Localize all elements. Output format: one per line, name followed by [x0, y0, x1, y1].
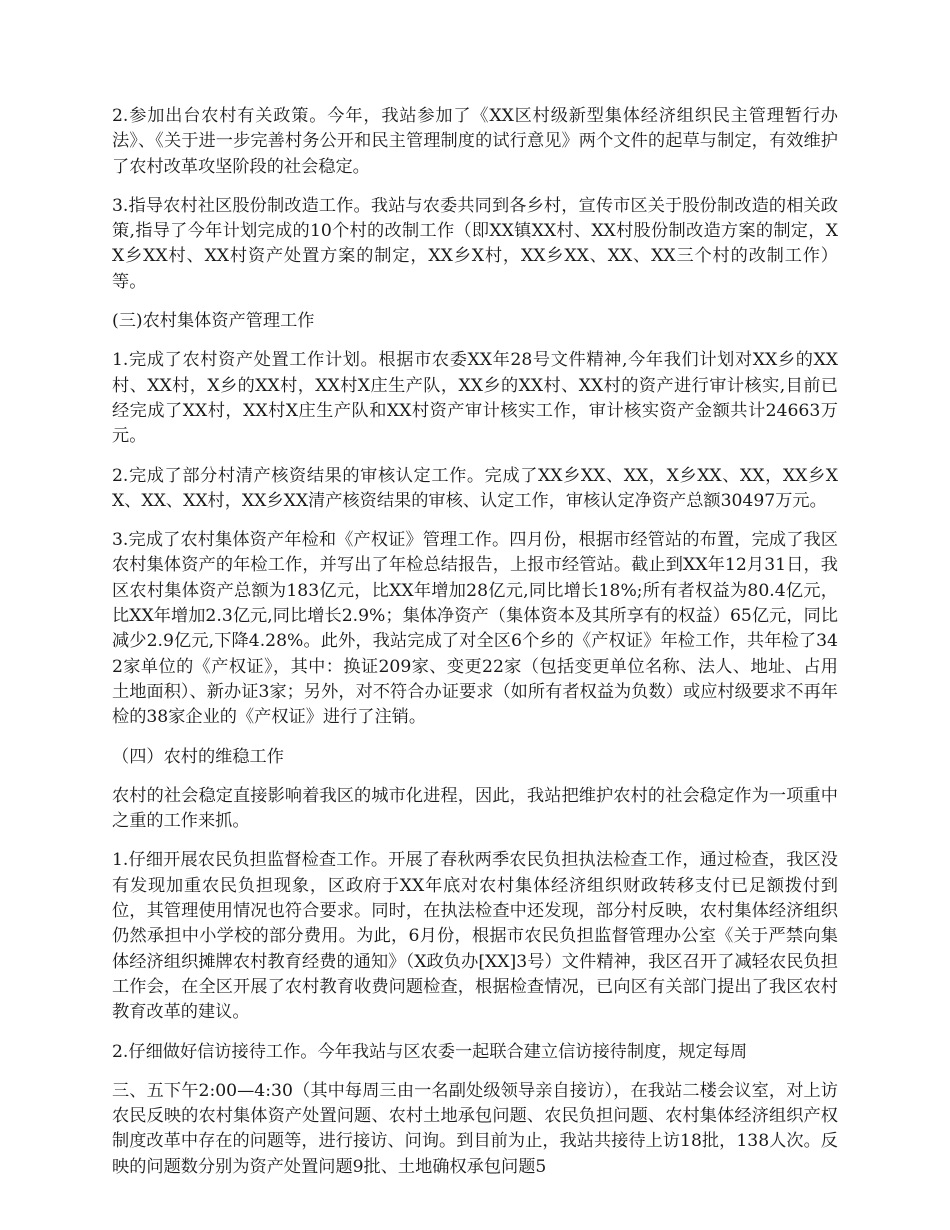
- paragraph-farmer-burden: 1.仔细开展农民负担监督检查工作。开展了春秋两季农民负担执法检查工作，通过检查，我区没有发现加重农民负担现象，区政府于XX年底对农村集体经济组织财政转移支付已足额拨付到位，其管理使用情况也符合要求。同时，在执法检查中还发现，部分村反映，农村集体经济组织仍然承担中小学校的部分费用。为此，6月份，根据市农民负担监督管理办公室《关于严禁向集体经济组织摊牌农村教育经费的通知》（X政负办[XX]3号）文件精神，我区召开了减轻农民负担工作会，在全区开展了农村教育收费问题检查，根据检查情况，已向区有关部门提出了我区农村教育改革的建议。: [112, 850, 838, 1023]
- paragraph-stability-intro: 农村的社会稳定直接影响着我区的城市化进程，因此，我站把维护农村的社会稳定作为一项重中之重的工作来抓。: [112, 785, 838, 832]
- paragraph-petition-reception: 2.仔细做好信访接待工作。今年我站与区农委一起联合建立信访接待制度，规定每周: [112, 1041, 748, 1062]
- section-heading-collective-assets: (三)农村集体资产管理工作: [112, 311, 315, 332]
- paragraph-annual-inspection: 3.完成了农村集体资产年检和《产权证》管理工作。四月份，根据市经管站的布置，完成了我区农村集体资产的年检工作，并写出了年检总结报告，上报市经管站。截止到XX年12月31日，我区农村集体资产总额为183亿元，比XX年增加28亿元,同比增长18%;所有者权益为80.4亿元，比XX年增加2.3亿元,同比增长2.9%；集体净资产（集体资本及其所享有的权益）65亿元，同比减少2.9亿元,下降4.28%。此外，我站完成了对全区6个乡的《产权证》年检工作，共年检了342家单位的《产权证》，其中：换证209家、变更22家（包括变更单位名称、法人、地址、占用土地面积）、新办证3家；另外，对不符合办证要求（如所有者权益为负数）或应村级要求不再年检的38家企业的《产权证》进行了注销。: [112, 530, 838, 728]
- paragraph-asset-disposal: 1.完成了农村资产处置工作计划。根据市农委XX年28号文件精神,今年我们计划对XX乡的XX村、XX村，X乡的XX村，XX村X庄生产队，XX乡的XX村、XX村的资产进行审计核实,目前已经完成了XX村，XX村X庄生产队和XX村资产审计核实工作，审计核实资产金额共计24663万元。: [112, 350, 838, 447]
- paragraph-policy-drafting: 2.参加出台农村有关政策。今年，我站参加了《XX区村级新型集体经济组织民主管理暂行办法》、《关于进一步完善村务公开和民主管理制度的试行意见》两个文件的起草与制定，有效维护了农村改革攻坚阶段的社会稳定。: [112, 106, 838, 177]
- paragraph-shareholding-reform: 3.指导农村社区股份制改造工作。我站与农委共同到各乡村，宣传市区关于股份制改造的相关政策,指导了今年计划完成的10个村的改制工作（即XX镇XX村、XX村股份制改造方案的制定，XX乡XX村、XX村资产处置方案的制定，XX乡X村，XX乡XX、XX、XX三个村的改制工作）等。: [112, 195, 838, 292]
- paragraph-petition-details: 三、五下午2:00—4:30（其中每周三由一名副处级领导亲自接访），在我站二楼会议室，对上访农民反映的农村集体资产处置问题、农村土地承包问题、农民负担问题、农村集体经济组织产权制度改革中存在的问题等，进行接访、问询。到目前为止，我站共接待上访18批，138人次。反映的问题数分别为资产处置问题9批、土地确权承包问题5: [112, 1080, 838, 1177]
- section-heading-stability: （四）农村的维稳工作: [112, 746, 284, 767]
- paragraph-asset-verification: 2.完成了部分村清产核资结果的审核认定工作。完成了XX乡XX、XX，X乡XX、XX，XX乡XX、XX、XX村，XX乡XX清产核资结果的审核、认定工作，审核认定净资产总额30497万元。: [112, 465, 838, 511]
